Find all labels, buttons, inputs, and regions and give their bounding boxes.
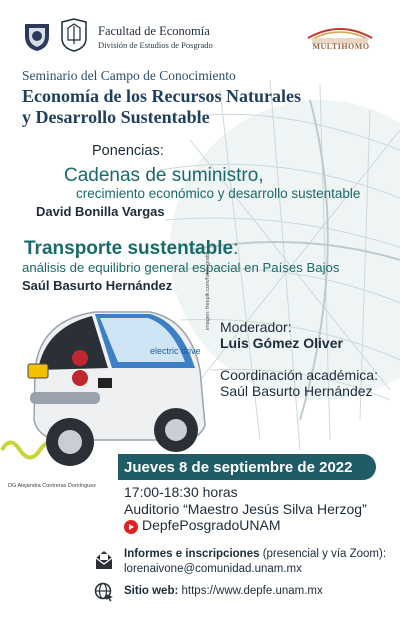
ponencias-label: Ponencias: xyxy=(92,143,164,159)
globe-cursor-icon xyxy=(94,582,114,602)
info-label: Informes e inscripciones xyxy=(124,548,260,560)
multihomo-logo-text: MULTIHOMO xyxy=(312,42,370,51)
faculty-name: Facultad de Economía xyxy=(98,24,210,38)
faculty-division: División de Estudios de Posgrado xyxy=(98,40,213,50)
contact-email-link[interactable]: lorenaivone@comunidad.unam.mx xyxy=(124,563,302,575)
website-label: Sitio web: xyxy=(124,585,179,597)
car-decal-text: electric drive xyxy=(150,346,201,356)
info-detail: (presencial y vía Zoom): xyxy=(259,548,387,560)
youtube-icon xyxy=(124,520,138,534)
info-line xyxy=(124,548,386,560)
talk-1-subtitle: crecimiento económico y desarrollo sustentable xyxy=(76,186,361,201)
event-date: Jueves 8 de septiembre de 2022 xyxy=(124,459,353,476)
economia-faculty-logo xyxy=(60,18,88,52)
talk-2-speaker: Saúl Basurto Hernández xyxy=(22,278,173,293)
talk-1-title: Cadenas de suministro, xyxy=(64,165,264,186)
talk-1-speaker: David Bonilla Vargas xyxy=(36,204,165,219)
talk-2-title-text: Transporte sustentable xyxy=(24,238,234,259)
talk-2-subtitle: análisis de equilibrio general espacial en Países Bajos xyxy=(22,260,340,275)
talk-2-title-colon: : xyxy=(233,238,239,259)
unam-logo xyxy=(22,22,52,52)
moderator-label: Moderador: xyxy=(220,319,292,335)
website-line xyxy=(124,585,323,597)
header xyxy=(0,0,400,62)
seminar-label: Seminario del Campo de Conocimiento xyxy=(22,68,236,83)
event-time: 17:00-18:30 horas xyxy=(124,484,238,500)
coordination-label: Coordinación académica: xyxy=(220,367,378,383)
website-link[interactable]: https://www.depfe.unam.mx xyxy=(178,585,323,597)
moderator-name: Luis Gómez Oliver xyxy=(220,335,343,351)
youtube-channel-link[interactable]: DepfePosgradoUNAM xyxy=(142,517,281,533)
event-title xyxy=(22,86,362,128)
image-credit: imagen: freepik.com/fotos-gratis xyxy=(205,251,211,330)
event-venue: Auditorio “Maestro Jesús Silva Herzog” xyxy=(124,501,367,517)
event-title-line-1: Economía de los Recursos Naturales xyxy=(22,86,301,106)
envelope-icon xyxy=(94,549,114,571)
design-credit: DG Alejandra Contreras Domínguez xyxy=(8,483,97,489)
event-title-line-2: y Desarrollo Sustentable xyxy=(22,107,210,127)
coordination-name: Saúl Basurto Hernández xyxy=(220,383,373,399)
